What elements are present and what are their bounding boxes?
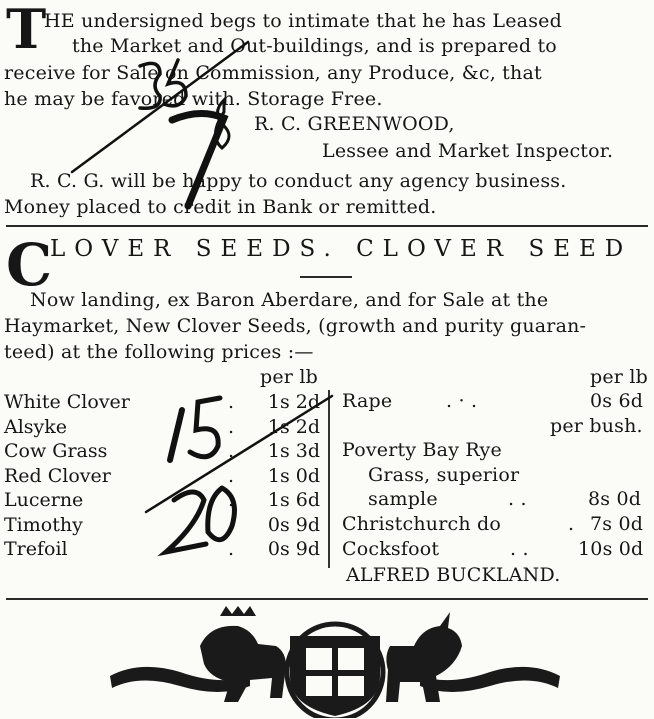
- leader-dot: .: [228, 391, 235, 413]
- poverty-bay-line-3: sample: [368, 488, 438, 510]
- seed-price: 1s 0d: [267, 464, 320, 487]
- leader-dot: .: [228, 440, 235, 462]
- clover-intro-2: Haymarket, New Clover Seeds, (growth and purity guaran-: [4, 315, 587, 337]
- left-column-unit: per lb: [260, 366, 318, 388]
- greenwood-signature: R. C. GREENWOOD,: [254, 113, 455, 135]
- seed-price: 0s 9d: [267, 513, 320, 536]
- leader-dot: .: [228, 513, 235, 536]
- greenwood-line-1: HE undersigned begs to intimate that he has Leased: [44, 10, 562, 32]
- seed-name: Trefoil: [4, 538, 68, 560]
- greenwood-line-4: he may be favored with. Storage Free.: [4, 88, 383, 110]
- cocksfoot-dots: . .: [510, 538, 529, 560]
- seed-name: Alsyke: [4, 415, 68, 438]
- rape-name: Rape: [342, 390, 393, 412]
- seed-price: 0s 9d: [267, 538, 320, 560]
- rape-price: 0s 6d: [590, 390, 644, 412]
- seed-price: 1s 3d: [267, 440, 320, 462]
- right-column-unit: per lb: [590, 366, 648, 388]
- dropcap-t: T: [6, 0, 47, 61]
- poverty-bay-price: 8s 0d: [588, 488, 642, 510]
- leader-dot: .: [228, 464, 235, 487]
- clover-intro-1: Now landing, ex Baron Aberdare, and for Sale at the: [30, 289, 549, 311]
- seed-name: Timothy: [4, 513, 83, 536]
- cocksfoot-price: 10s 0d: [578, 538, 644, 560]
- poverty-bay-dots: . .: [508, 488, 527, 510]
- greenwood-title: Lessee and Market Inspector.: [322, 140, 614, 162]
- buckland-signature: ALFRED BUCKLAND.: [346, 564, 561, 586]
- leader-dot: .: [228, 538, 235, 560]
- greenwood-line-5: R. C. G. will be happy to conduct any agency business.: [30, 170, 567, 192]
- clover-intro-3: teed) at the following prices :—: [4, 341, 314, 363]
- leader-dot: .: [228, 415, 235, 438]
- greenwood-line-2: the Market and Out-buildings, and is prepared to: [72, 35, 557, 57]
- clover-heading: LOVER SEEDS. CLOVER SEED: [50, 236, 633, 262]
- leader-dot: .: [228, 489, 235, 511]
- seed-price: 1s 6d: [267, 489, 320, 511]
- christchurch-name: Christchurch do: [342, 513, 502, 535]
- seed-name: Red Clover: [4, 464, 111, 487]
- cocksfoot-name: Cocksfoot: [342, 538, 440, 560]
- seed-name: White Clover: [4, 391, 130, 413]
- dropcap-c: C: [6, 231, 53, 299]
- greenwood-line-6: Money placed to credit in Bank or remitted.: [4, 196, 437, 218]
- seed-name: Cow Grass: [4, 440, 108, 462]
- seed-name: Lucerne: [4, 489, 84, 511]
- seed-price: 1s 2d: [267, 391, 320, 413]
- greenwood-line-3: receive for Sale on Commission, any Produce, &c, that: [4, 62, 542, 84]
- seed-price: 1s 2d: [267, 415, 320, 438]
- poverty-bay-line-1: Poverty Bay Rye: [342, 439, 502, 461]
- christchurch-price: 7s 0d: [590, 513, 644, 535]
- rape-dots: . · .: [446, 390, 478, 412]
- christchurch-dot: .: [568, 513, 575, 535]
- poverty-bay-line-2: Grass, superior: [368, 464, 520, 486]
- right-column-unit-bush: per bush.: [550, 415, 643, 437]
